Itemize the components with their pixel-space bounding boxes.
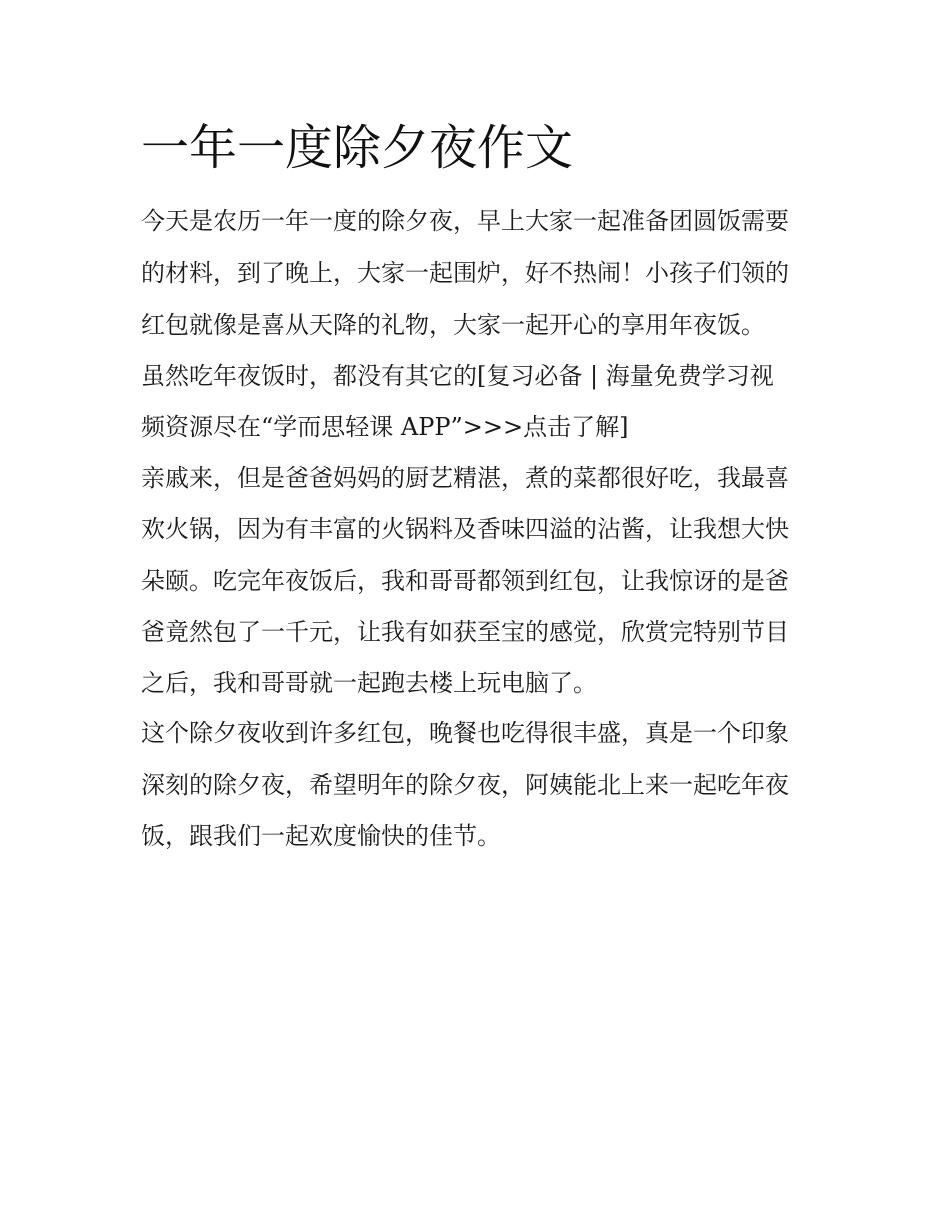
text-line-1: 今天是农历一年一度的除夕夜，早上大家一起准备团圆饭需要 — [141, 207, 789, 235]
text-line-8: 朵颐。吃完年夜饭后，我和哥哥都领到红包，让我惊讶的是爸 — [141, 567, 789, 595]
text-line-4: 虽然吃年夜饭时，都没有其它的[复习必备 | 海量免费学习视 — [141, 362, 774, 390]
text-line-13: 饭，跟我们一起欢度愉快的佳节。 — [141, 822, 501, 850]
page-title: 一年一度除夕夜作文 — [141, 120, 574, 176]
text-line-10: 之后，我和哥哥就一起跑去楼上玩电脑了。 — [141, 669, 597, 697]
text-line-12: 深刻的除夕夜，希望明年的除夕夜，阿姨能北上来一起吃年夜 — [141, 771, 789, 799]
link-promo-line: 频资源尽在“学而思轻课 APP”>>>点击了解] — [141, 413, 629, 441]
text-line-9: 爸竟然包了一千元，让我有如获至宝的感觉，欣赏完特别节目 — [141, 618, 789, 646]
text-line-7: 欢火锅，因为有丰富的火锅料及香味四溢的沾酱，让我想大快 — [141, 515, 789, 543]
text-line-2: 的材料，到了晚上，大家一起围炉，好不热闹！小孩子们领的 — [141, 259, 789, 287]
text-line-6: 亲戚来，但是爸爸妈妈的厨艺精湛，煮的菜都很好吃，我最喜 — [141, 464, 789, 492]
text-line-11: 这个除夕夜收到许多红包，晚餐也吃得很丰盛，真是一个印象 — [141, 719, 789, 747]
text-line-3: 红包就像是喜从天降的礼物，大家一起开心的享用年夜饭。 — [141, 311, 765, 339]
